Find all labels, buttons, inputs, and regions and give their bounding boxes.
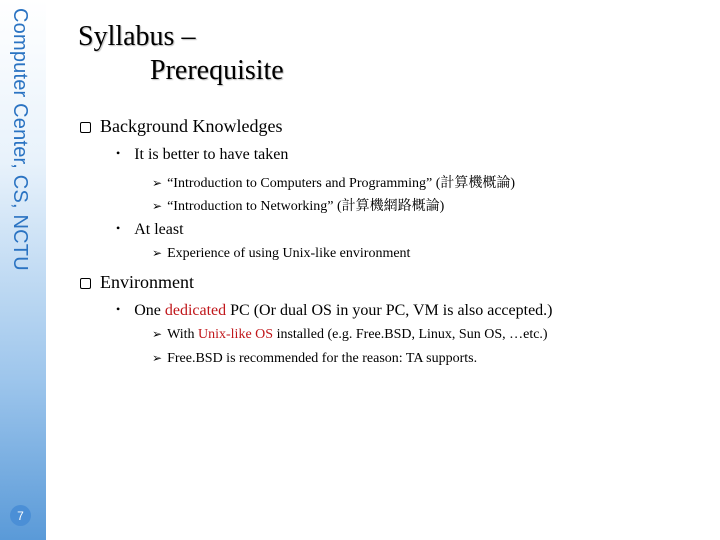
arrow-bullet-icon: ➢ [152, 351, 163, 365]
bullet-at-least [116, 221, 184, 239]
dot-bullet-icon: • [116, 221, 121, 235]
square-bullet-icon [80, 278, 91, 289]
bullet-label: Experience of using Unix-like environment [167, 246, 411, 261]
bullet-course-intro-networking [152, 195, 444, 215]
sidebar-caption [0, 8, 46, 298]
bullet-label: It is better to have taken [134, 146, 289, 163]
arrow-bullet-icon: ➢ [152, 176, 163, 190]
arrow-bullet-icon: ➢ [152, 246, 163, 260]
title-line-2: Prerequisite [150, 55, 284, 86]
bullet-better-to-have-taken [116, 146, 288, 164]
arrow-bullet-icon: ➢ [152, 327, 163, 341]
sidebar [0, 0, 46, 540]
bullet-dedicated-pc [116, 302, 553, 320]
bullet-suffix: PC (Or dual OS in your PC, VM is also accepted.) [226, 302, 553, 319]
title-line-1: Syllabus – [78, 21, 196, 52]
slide-title [78, 20, 284, 88]
bullet-unix-like-os [152, 327, 548, 343]
bullet-prefix: With [167, 327, 198, 342]
highlight-unix-like-os: Unix-like OS [198, 327, 274, 342]
bullet-label: Free.BSD is recommended for the reason: TA supports. [167, 351, 478, 366]
bullet-label: Background Knowledges [100, 116, 283, 136]
sidebar-label: Computer Center, CS, NCTU [9, 8, 31, 271]
bullet-label: At least [134, 221, 184, 238]
square-bullet-icon [80, 122, 91, 133]
bullet-course-intro-computers [152, 172, 515, 192]
dot-bullet-icon: • [116, 302, 121, 316]
bullet-background-knowledges [80, 116, 282, 137]
highlight-dedicated: dedicated [164, 302, 227, 319]
bullet-unix-experience [152, 246, 410, 262]
page-number: 7 [10, 505, 31, 526]
bullet-label: “Introduction to Networking” (計算機網路概論) [167, 199, 445, 214]
bullet-prefix: One [134, 302, 165, 319]
bullet-environment [80, 272, 194, 293]
bullet-suffix: installed (e.g. Free.BSD, Linux, Sun OS, …etc.) [273, 327, 548, 342]
arrow-bullet-icon: ➢ [152, 199, 163, 213]
bullet-label: Environment [100, 272, 194, 292]
bullet-freebsd-recommended [152, 351, 477, 367]
dot-bullet-icon: • [116, 146, 121, 160]
bullet-label: “Introduction to Computers and Programming” (計算機概論) [167, 176, 516, 191]
